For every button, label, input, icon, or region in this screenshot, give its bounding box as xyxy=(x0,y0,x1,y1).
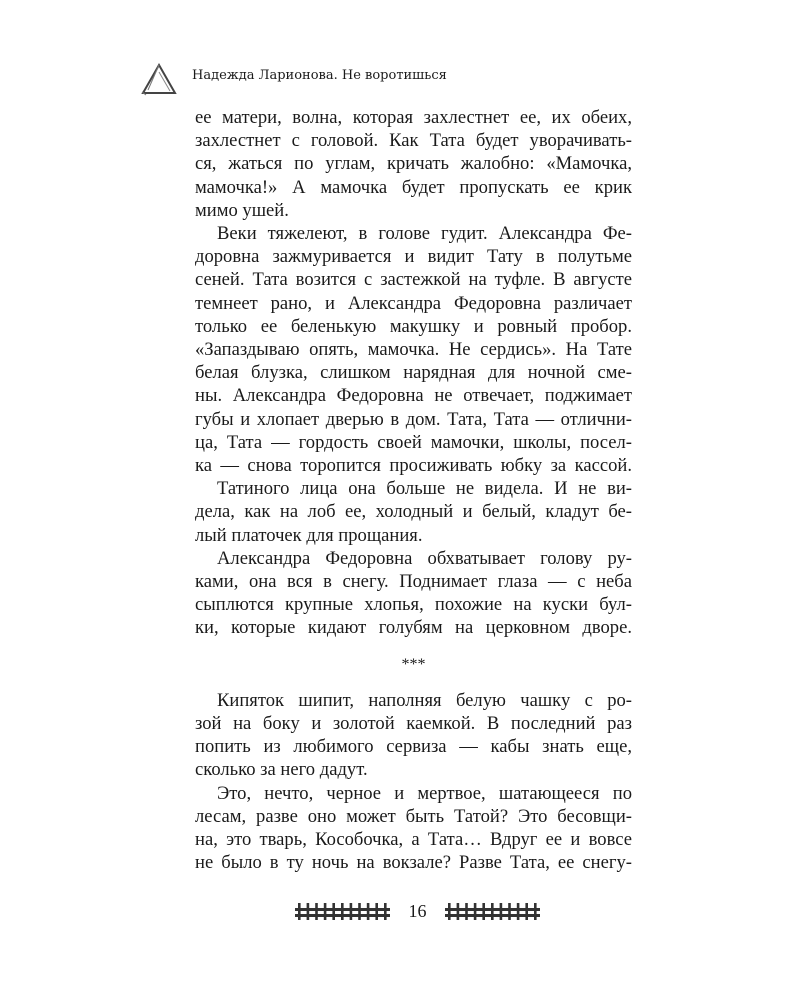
paragraph xyxy=(195,477,632,547)
text-line: зой на боку и золотой каемкой. В последний раз xyxy=(195,713,632,735)
paragraph xyxy=(195,106,632,222)
text-line: не было в ту ночь на вокзале? Разве Тата, ее снегу- xyxy=(195,852,632,874)
text-line: Александра Федоровна обхватывает голову ру- xyxy=(217,547,632,569)
text-line: ны. Александра Федоровна не отвечает, поджимает xyxy=(195,385,632,407)
text-line: Это, нечто, черное и мертвое, шатающееся по xyxy=(217,782,632,804)
page-body xyxy=(195,106,632,875)
text-line: мамочка!» А мамочка будет пропускать ее крик xyxy=(195,176,632,198)
text-line: дела, как на лоб ее, холодный и белый, кладут бе- xyxy=(195,501,632,523)
page-footer xyxy=(295,898,540,924)
text-line: темнеет рано, и Александра Федоровна различает xyxy=(195,292,632,314)
text-line: губы и хлопает дверью в дом. Тата, Тата — отлични- xyxy=(195,408,632,430)
text-line: «Запаздываю опять, мамочка. Не сердись». На Тате xyxy=(195,339,632,361)
text-line: сыплются крупные хлопья, похожие на куски бул- xyxy=(195,594,632,616)
text-line: ся, жаться по углам, кричать жалобно: «Мамочка, xyxy=(195,153,632,175)
text-line: ки, которые кидают голубям на церковном дворе. xyxy=(195,617,632,639)
section-separator: *** xyxy=(401,655,426,673)
text-line: лый платочек для прощания. xyxy=(195,524,423,546)
text-line: ца, Тата — гордость своей мамочки, школы, посел- xyxy=(195,431,632,453)
paragraph xyxy=(195,689,632,782)
text-line: ка — снова торопится просиживать юбку за кассой. xyxy=(195,455,632,477)
running-header xyxy=(140,62,447,98)
text-line: сеней. Тата возится с застежкой на туфле. В августе xyxy=(195,269,632,291)
page-number: 16 xyxy=(408,900,427,921)
text-line: захлестнет с головой. Как Тата будет уворачивать- xyxy=(195,130,632,152)
text-line: попить из любимого сервиза — кабы знать еще, xyxy=(195,736,632,758)
text-line: на, это тварь, Кособочка, а Тата… Вдруг ее и вовсе xyxy=(195,829,632,851)
triangle-logo-icon xyxy=(140,62,178,98)
railroad-track-icon xyxy=(445,898,540,924)
text-line: лесам, разве оно может быть Татой? Это бесовщи- xyxy=(195,805,632,827)
paragraph xyxy=(195,547,632,640)
paragraph xyxy=(195,222,632,477)
paragraph xyxy=(195,782,632,875)
text-line: Татиного лица она больше не видела. И не ви- xyxy=(217,478,632,500)
railroad-track-icon xyxy=(295,898,390,924)
text-line: ее матери, волна, которая захлестнет ее, их обеих, xyxy=(195,107,632,128)
text-line: Кипяток шипит, наполняя белую чашку с ро- xyxy=(217,689,632,711)
text-line: сколько за него дадут. xyxy=(195,759,368,781)
text-line: ками, она вся в снегу. Поднимает глаза — с неба xyxy=(195,571,632,593)
text-line: белая блузка, слишком нарядная для ночной сме- xyxy=(195,362,632,384)
running-title: Надежда Ларионова. Не воротишься xyxy=(192,67,447,83)
text-line: Веки тяжелеют, в голове гудит. Александра Фе- xyxy=(217,223,632,245)
text-line: доровна зажмуривается и видит Тату в полутьме xyxy=(195,246,632,268)
text-line: мимо ушей. xyxy=(195,199,289,221)
text-line: только ее беленькую макушку и ровный пробор. xyxy=(195,315,632,337)
